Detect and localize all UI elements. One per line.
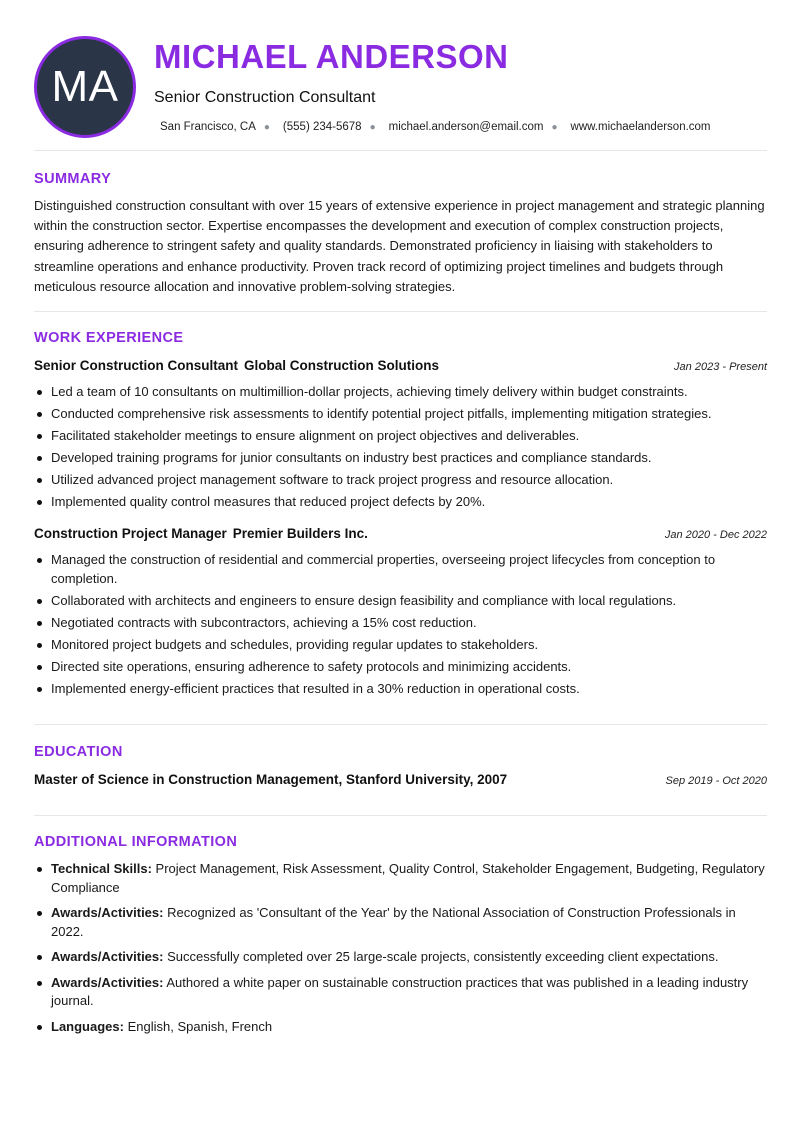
- info-label: Technical Skills:: [51, 861, 152, 876]
- divider: [34, 150, 767, 151]
- avatar: [34, 36, 136, 138]
- list-item: [34, 1018, 767, 1037]
- summary-heading: SUMMARY: [34, 171, 112, 187]
- candidate-name: MICHAEL ANDERSON: [154, 38, 509, 75]
- list-item: Utilized advanced project management software to track project progress and resource allocation.: [34, 471, 767, 490]
- list-item: Conducted comprehensive risk assessments to identify potential project pitfalls, implementing mitigation strategies.: [34, 405, 767, 424]
- info-text: English, Spanish, French: [127, 1018, 273, 1034]
- separator-dot-icon: ●: [263, 121, 270, 133]
- job-title: [34, 526, 368, 541]
- list-item: [34, 974, 767, 1011]
- candidate-role: Senior Construction Consultant: [154, 89, 376, 106]
- list-item: Implemented quality control measures that reduced project defects by 20%.: [34, 493, 767, 512]
- avatar-initials: MA: [51, 62, 119, 111]
- job-dates: Jan 2020 - Dec 2022: [664, 529, 767, 541]
- education-entry: [34, 772, 767, 787]
- job-company: Global Construction Solutions: [244, 358, 439, 373]
- contact-line: [160, 121, 711, 133]
- education-dates: Sep 2019 - Oct 2020: [665, 775, 767, 787]
- info-label: Awards/Activities:: [51, 974, 164, 990]
- job-bullets: [34, 383, 767, 516]
- job-title: [34, 358, 439, 373]
- job-dates: Jan 2023 - Present: [674, 361, 767, 373]
- separator-dot-icon: ●: [551, 121, 558, 133]
- info-label: Languages:: [51, 1018, 124, 1034]
- contact-email[interactable]: michael.anderson@email.com: [388, 121, 544, 133]
- list-item: [34, 904, 767, 941]
- list-item: Monitored project budgets and schedules, providing regular updates to stakeholders.: [34, 636, 767, 655]
- info-text: Project Management, Risk Assessment, Quality Control, Stakeholder Engagement, Budgeting, Regulatory Compliance: [51, 861, 765, 895]
- contact-website[interactable]: www.michaelanderson.com: [570, 121, 711, 133]
- contact-location: San Francisco, CA: [160, 121, 256, 133]
- job-bullets: [34, 551, 767, 702]
- contact-phone: (555) 234-5678: [282, 121, 362, 133]
- info-text: Successfully completed over 25 large-scale projects, consistently exceeding client expectations.: [167, 949, 719, 964]
- education-heading: EDUCATION: [34, 744, 123, 760]
- list-item: Managed the construction of residential and commercial properties, overseeing project lifecycles from conception to completion.: [34, 551, 767, 588]
- list-item: Implemented energy-efficient practices that resulted in a 30% reduction in operational costs.: [34, 680, 767, 699]
- additional-info-heading: ADDITIONAL INFORMATION: [34, 834, 238, 850]
- summary-text: Distinguished construction consultant with over 15 years of extensive experience in project management and strategic planning within the construction sector. Expertise encompasses the development and execution of complex construction projects, ensuring adherence to stringent safety and quality standards. Demonstrated proficiency in liaising with stakeholders to streamline operations and enhance productivity. Proven track record of optimizing project timelines and budgets through meticulous resource allocation and innovative problem-solving strategies.: [34, 198, 765, 294]
- divider: [34, 815, 767, 816]
- education-degree: Master of Science in Construction Management, Stanford University, 2007: [34, 772, 508, 787]
- list-item: [34, 860, 767, 897]
- separator-dot-icon: ●: [369, 121, 376, 133]
- list-item: Negotiated contracts with subcontractors, achieving a 15% cost reduction.: [34, 614, 767, 633]
- job-position: Construction Project Manager: [34, 526, 227, 541]
- divider: [34, 311, 767, 312]
- divider: [34, 724, 767, 725]
- job-company: Premier Builders Inc.: [232, 526, 368, 541]
- list-item: Developed training programs for junior consultants on industry best practices and compliance standards.: [34, 449, 767, 468]
- list-item: [34, 948, 767, 967]
- additional-info-list: [34, 860, 767, 1043]
- list-item: Collaborated with architects and engineers to ensure design feasibility and compliance with local regulations.: [34, 592, 767, 611]
- list-item: Led a team of 10 consultants on multimillion-dollar projects, achieving timely delivery within budget constraints.: [34, 383, 767, 402]
- job-header: [34, 526, 767, 541]
- info-text: Authored a white paper on sustainable construction practices that was published in a leading industry journal.: [51, 974, 749, 1008]
- list-item: Facilitated stakeholder meetings to ensure alignment on project objectives and deliverables.: [34, 427, 767, 446]
- job-position: Senior Construction Consultant: [34, 358, 238, 373]
- work-experience-heading: WORK EXPERIENCE: [34, 330, 184, 346]
- list-item: Directed site operations, ensuring adherence to safety protocols and minimizing accidents.: [34, 658, 767, 677]
- info-label: Awards/Activities:: [51, 905, 164, 920]
- info-text: Recognized as 'Consultant of the Year' by the National Association of Construction Professionals in 2022.: [51, 905, 736, 939]
- info-label: Awards/Activities:: [51, 949, 164, 964]
- job-header: [34, 358, 767, 373]
